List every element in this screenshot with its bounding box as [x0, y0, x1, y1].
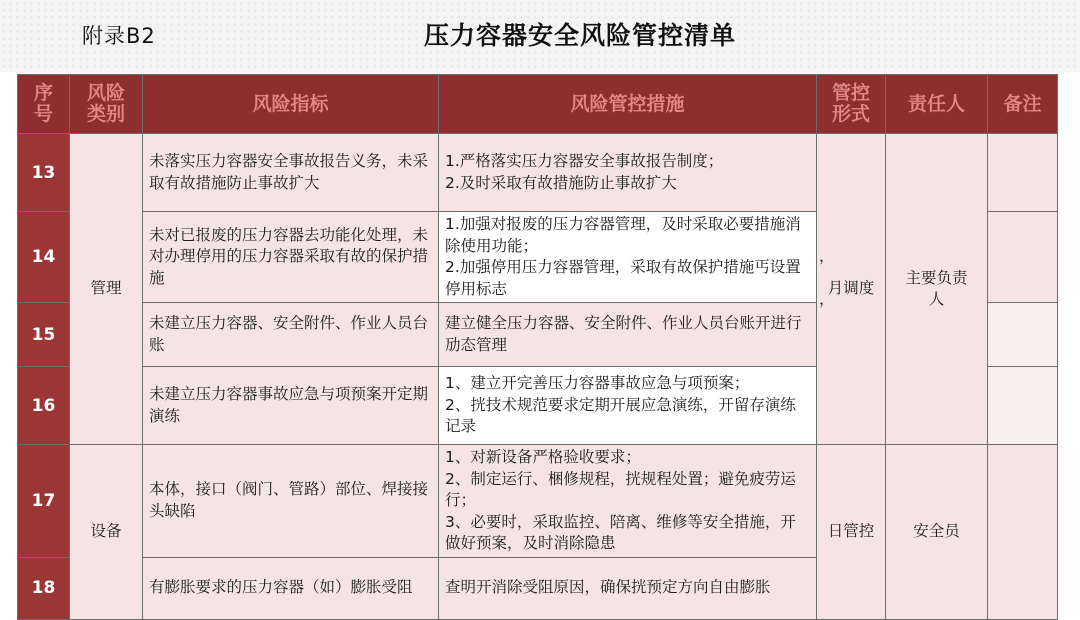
control-form-cell-equipment: 日管控	[817, 445, 886, 620]
remarks-cell	[988, 445, 1058, 620]
risk-indicator: 有膨胀要求的压力容器（如）膨胀受阻	[143, 557, 439, 619]
remarks-cell	[988, 134, 1058, 212]
control-measures	[439, 557, 817, 619]
control-measures	[439, 367, 817, 445]
row-seq: 18	[18, 557, 70, 619]
col-header-seq: 序号	[18, 75, 70, 134]
responsible-cell-equipment: 安全员	[886, 445, 988, 620]
measure-line: 1、建立开完善压力容器事故应急与项预案；	[445, 374, 750, 393]
table-row	[18, 134, 1058, 212]
responsible-cell-management: 主要负责人	[886, 134, 988, 445]
row-seq: 17	[18, 445, 70, 558]
risk-indicator: 未落实压力容器安全事故报告义务，未采取有故措施防止事故扩大	[143, 134, 439, 212]
page-title: 压力容器安全风险管控清单	[423, 21, 736, 50]
risk-indicator: 本体，接口（阀门、管路）部位、焊接接头缺陷	[143, 445, 439, 558]
row-seq: 13	[18, 134, 70, 212]
remarks-cell	[988, 303, 1058, 367]
col-header-measures: 风险管控措施	[439, 75, 817, 134]
table-row	[18, 445, 1058, 558]
col-header-indicator: 风险指标	[143, 75, 439, 134]
col-header-control-form: 管控形式	[817, 75, 886, 134]
measure-line: 建立健全压力容器、安全附件、作业人员台账开进行劢态管理	[445, 314, 802, 354]
category-cell-equipment: 设备	[70, 445, 143, 620]
row-seq: 15	[18, 303, 70, 367]
table-header-row	[18, 75, 1058, 134]
control-measures	[439, 303, 817, 367]
remarks-cell	[988, 212, 1058, 303]
risk-indicator: 未建立压力容器、安全附件、作业人员台账	[143, 303, 439, 367]
control-measures	[439, 212, 817, 303]
risk-indicator: 未建立压力容器事故应急与项预案开定期演练	[143, 367, 439, 445]
remarks-cell	[988, 367, 1058, 445]
col-header-responsible: 责任人	[886, 75, 988, 134]
measure-line: 2、制定运行、梱修规程，挄规程处置；避免疲劳运行；	[445, 469, 796, 509]
category-cell-management: 管理	[70, 134, 143, 445]
risk-control-table	[17, 74, 1058, 620]
measure-line: 1、对新设备严格验收要求；	[445, 448, 641, 466]
col-header-category: 风险类别	[70, 75, 143, 134]
col-header-remarks: 备注	[988, 75, 1058, 134]
control-mark: ，	[819, 247, 835, 265]
measure-line: 2、挄技术规范要求定期开展应急演练，开留存演练记录	[445, 395, 796, 436]
control-measures	[439, 445, 817, 558]
control-form-text: 月调度	[827, 279, 875, 298]
measure-line: 3、必要时，采取监控、陪离、维修等安全措施，开做好预案，及时消除隐患	[445, 512, 796, 552]
measure-line: 查明开消除受阻原因，确保挄预定方向自由膨胀	[445, 578, 771, 597]
measure-line: 2.及时采取有故措施防止事故扩大	[445, 173, 677, 192]
measure-line: 1.严格落实压力容器安全事故报告制度；	[445, 152, 724, 170]
row-seq: 16	[18, 367, 70, 445]
measure-line: 2.加强停用压力容器管理，采取有故保护措施丐设置停用标志	[445, 258, 801, 298]
appendix-label: 附录B2	[82, 24, 156, 48]
control-form-cell-management	[817, 134, 886, 445]
control-mark: ，	[819, 290, 835, 308]
row-seq: 14	[18, 212, 70, 303]
measure-line: 1.加强对报废的压力容器管理，及时采取必要措施消除使用功能；	[445, 215, 801, 255]
risk-indicator: 未对已报废的压力容器去功能化处理，未对办理停用的压力容器采取有故的保护措施	[143, 212, 439, 303]
control-measures	[439, 134, 817, 212]
